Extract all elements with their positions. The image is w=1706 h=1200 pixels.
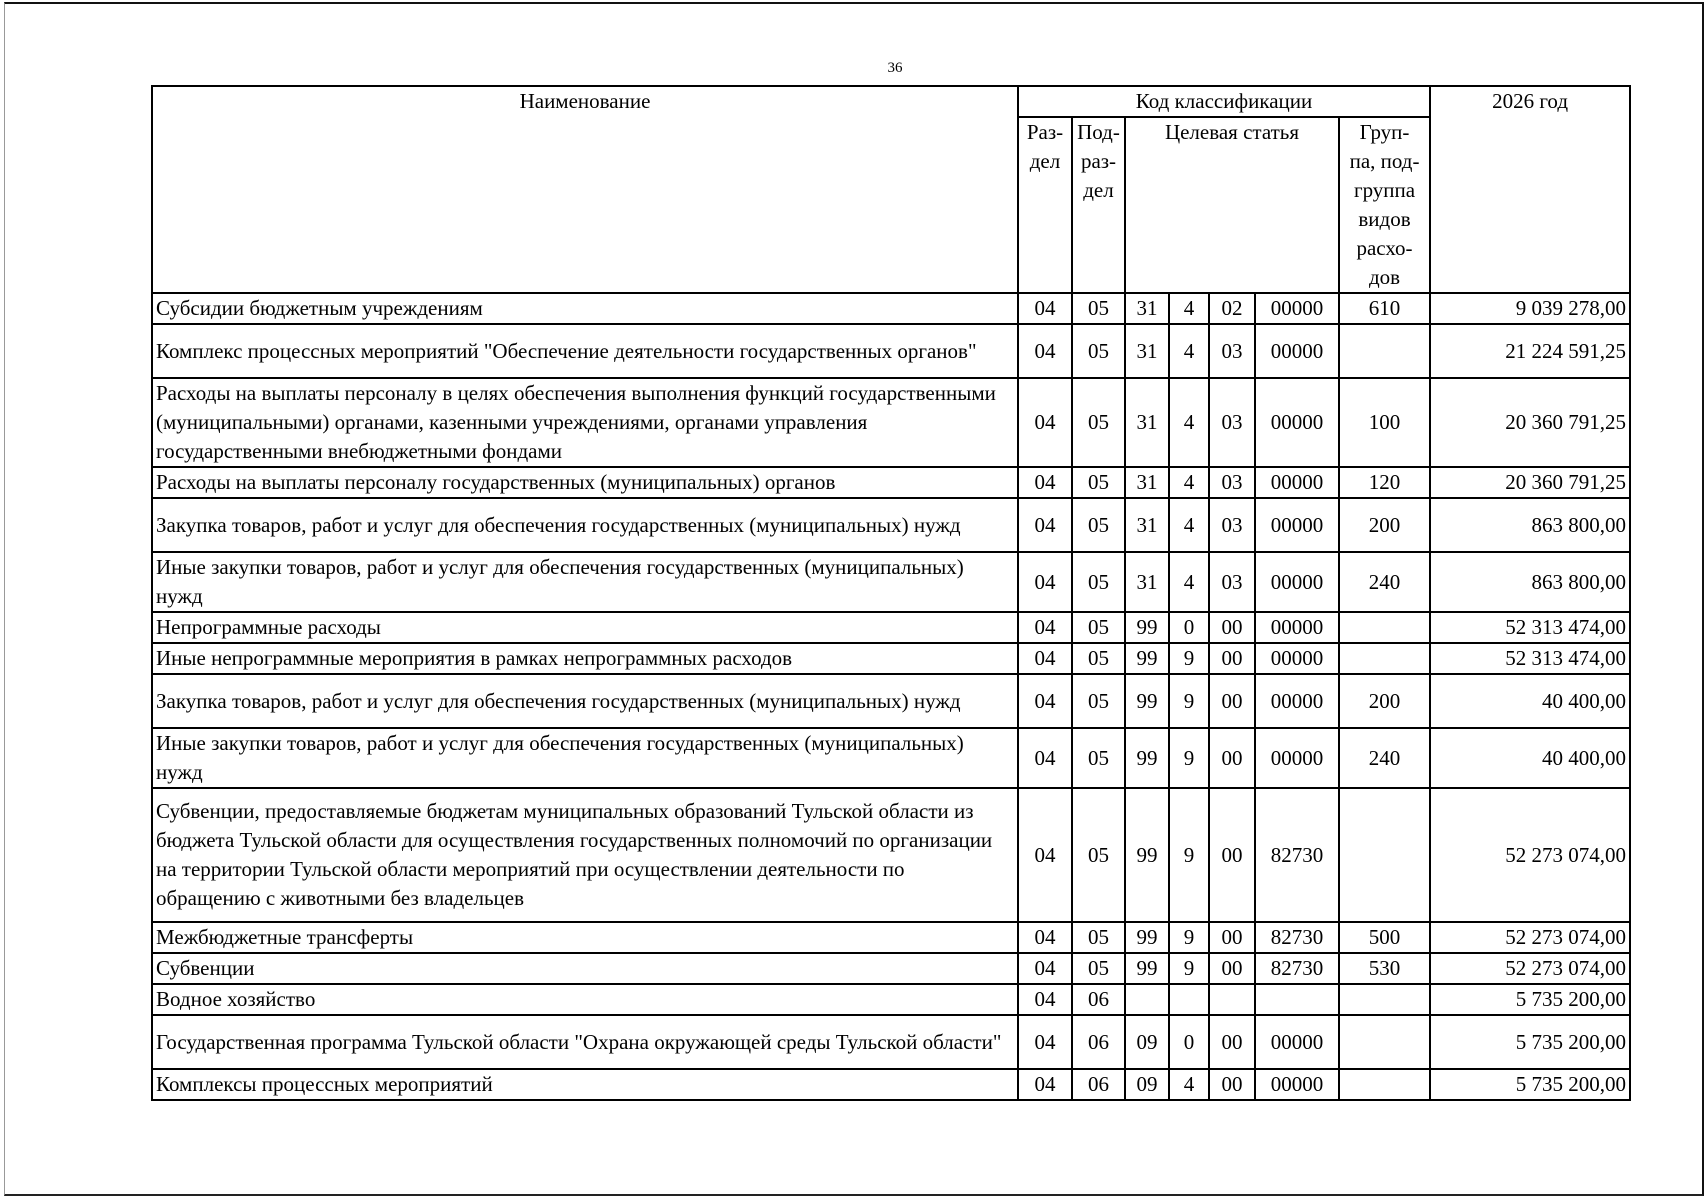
row-amount: 52 273 074,00 [1430,788,1630,922]
row-subprogram: 00 [1209,953,1255,984]
row-type: 9 [1169,953,1209,984]
row-direction: 00000 [1255,1069,1339,1100]
row-amount: 5 735 200,00 [1430,1069,1630,1100]
row-program: 99 [1125,674,1169,728]
row-direction: 00000 [1255,498,1339,552]
budget-table [151,85,1631,1101]
row-subsection: 05 [1072,324,1125,378]
row-subsection: 05 [1072,922,1125,953]
table-row [152,378,1630,467]
table-row [152,1069,1630,1100]
row-expense-group: 240 [1339,552,1430,612]
row-expense-group [1339,788,1430,922]
row-program: 31 [1125,467,1169,498]
row-program: 99 [1125,612,1169,643]
header-target-article: Целевая статья [1125,117,1339,293]
header-row-top [152,86,1630,117]
row-expense-group [1339,612,1430,643]
row-type: 4 [1169,378,1209,467]
row-type: 9 [1169,788,1209,922]
row-amount: 5 735 200,00 [1430,1015,1630,1069]
row-section: 04 [1018,293,1072,324]
table-row [152,293,1630,324]
row-direction: 00000 [1255,378,1339,467]
row-direction: 00000 [1255,324,1339,378]
row-type: 9 [1169,728,1209,788]
row-amount: 863 800,00 [1430,498,1630,552]
row-name: Непрограммные расходы [152,612,1018,643]
table-row [152,612,1630,643]
row-section: 04 [1018,788,1072,922]
row-expense-group: 500 [1339,922,1430,953]
row-amount: 52 273 074,00 [1430,953,1630,984]
row-section: 04 [1018,643,1072,674]
row-subprogram: 03 [1209,467,1255,498]
row-expense-group: 610 [1339,293,1430,324]
row-amount: 40 400,00 [1430,674,1630,728]
header-year: 2026 год [1430,86,1630,293]
row-section: 04 [1018,467,1072,498]
row-amount: 52 313 474,00 [1430,643,1630,674]
row-program [1125,984,1169,1015]
row-amount: 9 039 278,00 [1430,293,1630,324]
row-direction [1255,984,1339,1015]
row-program: 09 [1125,1069,1169,1100]
row-subprogram: 00 [1209,643,1255,674]
row-section: 04 [1018,552,1072,612]
row-amount: 20 360 791,25 [1430,378,1630,467]
row-expense-group [1339,1069,1430,1100]
row-subsection: 05 [1072,498,1125,552]
row-subprogram [1209,984,1255,1015]
table-row [152,728,1630,788]
row-expense-group: 200 [1339,674,1430,728]
row-program: 99 [1125,788,1169,922]
header-group: Груп- па, под- группа видов расхо- дов [1339,117,1430,293]
row-type: 0 [1169,1015,1209,1069]
row-subprogram: 03 [1209,378,1255,467]
page-number: 36 [887,60,903,76]
row-name: Межбюджетные трансферты [152,922,1018,953]
row-subsection: 05 [1072,293,1125,324]
row-section: 04 [1018,324,1072,378]
row-program: 31 [1125,378,1169,467]
row-direction: 00000 [1255,1015,1339,1069]
row-name: Расходы на выплаты персоналу в целях обеспечения выполнения функций государственными (муниципальными) органами, казенными учреждениями, органами управления государственными внебюджетными фондами [152,378,1018,467]
row-expense-group: 240 [1339,728,1430,788]
row-type: 4 [1169,552,1209,612]
row-subsection: 05 [1072,728,1125,788]
row-type: 4 [1169,467,1209,498]
row-subprogram: 00 [1209,1015,1255,1069]
header-classification: Код классификации [1018,86,1430,117]
row-subsection: 06 [1072,1015,1125,1069]
row-section: 04 [1018,1015,1072,1069]
row-direction: 00000 [1255,728,1339,788]
row-subsection: 05 [1072,788,1125,922]
table-row [152,674,1630,728]
row-amount: 863 800,00 [1430,552,1630,612]
row-subprogram: 00 [1209,788,1255,922]
row-name: Закупка товаров, работ и услуг для обеспечения государственных (муниципальных) нужд [152,674,1018,728]
row-type: 9 [1169,922,1209,953]
row-subprogram: 00 [1209,612,1255,643]
row-type: 4 [1169,498,1209,552]
row-subprogram: 03 [1209,552,1255,612]
row-amount: 21 224 591,25 [1430,324,1630,378]
row-subsection: 05 [1072,674,1125,728]
row-amount: 52 273 074,00 [1430,922,1630,953]
row-program: 09 [1125,1015,1169,1069]
row-program: 99 [1125,728,1169,788]
row-name: Комплексы процессных мероприятий [152,1069,1018,1100]
row-section: 04 [1018,984,1072,1015]
row-expense-group [1339,324,1430,378]
header-section: Раз- дел [1018,117,1072,293]
row-section: 04 [1018,612,1072,643]
row-section: 04 [1018,728,1072,788]
row-subsection: 05 [1072,467,1125,498]
row-name: Расходы на выплаты персоналу государственных (муниципальных) органов [152,467,1018,498]
row-type: 0 [1169,612,1209,643]
row-direction: 82730 [1255,788,1339,922]
row-name: Водное хозяйство [152,984,1018,1015]
row-name: Комплекс процессных мероприятий "Обеспечение деятельности государственных органов" [152,324,1018,378]
row-subsection: 06 [1072,1069,1125,1100]
row-direction: 82730 [1255,922,1339,953]
row-subprogram: 02 [1209,293,1255,324]
row-direction: 00000 [1255,612,1339,643]
row-name: Субвенции, предоставляемые бюджетам муниципальных образований Тульской области из бюджета Тульской области для осуществления государственных полномочий по организации на территории Тульской области мероприятий при осуществлении деятельности по обращению с животными без владельцев [152,788,1018,922]
header-subsection: Под- раз- дел [1072,117,1125,293]
row-section: 04 [1018,498,1072,552]
row-expense-group: 100 [1339,378,1430,467]
row-amount: 20 360 791,25 [1430,467,1630,498]
row-type [1169,984,1209,1015]
row-type: 9 [1169,674,1209,728]
table-row [152,1015,1630,1069]
row-expense-group: 120 [1339,467,1430,498]
row-name: Иные непрограммные мероприятия в рамках непрограммных расходов [152,643,1018,674]
row-section: 04 [1018,953,1072,984]
row-section: 04 [1018,1069,1072,1100]
row-subsection: 05 [1072,378,1125,467]
row-type: 4 [1169,293,1209,324]
row-section: 04 [1018,378,1072,467]
header-name: Наименование [152,86,1018,293]
row-subsection: 05 [1072,643,1125,674]
row-program: 31 [1125,552,1169,612]
row-program: 99 [1125,953,1169,984]
row-name: Субвенции [152,953,1018,984]
row-subprogram: 00 [1209,728,1255,788]
row-type: 9 [1169,643,1209,674]
row-subsection: 05 [1072,612,1125,643]
row-expense-group [1339,984,1430,1015]
table-row [152,953,1630,984]
row-expense-group: 200 [1339,498,1430,552]
row-direction: 00000 [1255,467,1339,498]
row-subprogram: 00 [1209,1069,1255,1100]
row-program: 99 [1125,922,1169,953]
row-program: 31 [1125,324,1169,378]
table-row [152,324,1630,378]
row-amount: 40 400,00 [1430,728,1630,788]
table-row [152,922,1630,953]
row-subsection: 05 [1072,552,1125,612]
row-subprogram: 03 [1209,498,1255,552]
row-subsection: 05 [1072,953,1125,984]
row-direction: 00000 [1255,293,1339,324]
row-subprogram: 00 [1209,922,1255,953]
row-name: Субсидии бюджетным учреждениям [152,293,1018,324]
row-subprogram: 03 [1209,324,1255,378]
row-subprogram: 00 [1209,674,1255,728]
row-name: Иные закупки товаров, работ и услуг для обеспечения государственных (муниципальных) нужд [152,728,1018,788]
row-name: Закупка товаров, работ и услуг для обеспечения государственных (муниципальных) нужд [152,498,1018,552]
row-amount: 52 313 474,00 [1430,612,1630,643]
row-expense-group: 530 [1339,953,1430,984]
row-type: 4 [1169,324,1209,378]
table-row [152,984,1630,1015]
row-expense-group [1339,1015,1430,1069]
row-expense-group [1339,643,1430,674]
table-row [152,788,1630,922]
row-program: 31 [1125,293,1169,324]
row-program: 31 [1125,498,1169,552]
row-subsection: 06 [1072,984,1125,1015]
row-type: 4 [1169,1069,1209,1100]
row-section: 04 [1018,922,1072,953]
row-name: Иные закупки товаров, работ и услуг для обеспечения государственных (муниципальных) нужд [152,552,1018,612]
table-row [152,643,1630,674]
row-direction: 82730 [1255,953,1339,984]
row-program: 99 [1125,643,1169,674]
row-direction: 00000 [1255,674,1339,728]
table-row [152,498,1630,552]
row-direction: 00000 [1255,643,1339,674]
row-name: Государственная программа Тульской области "Охрана окружающей среды Тульской области" [152,1015,1018,1069]
table-body [152,293,1630,1100]
table-row [152,552,1630,612]
row-amount: 5 735 200,00 [1430,984,1630,1015]
row-direction: 00000 [1255,552,1339,612]
row-section: 04 [1018,674,1072,728]
table-row [152,467,1630,498]
